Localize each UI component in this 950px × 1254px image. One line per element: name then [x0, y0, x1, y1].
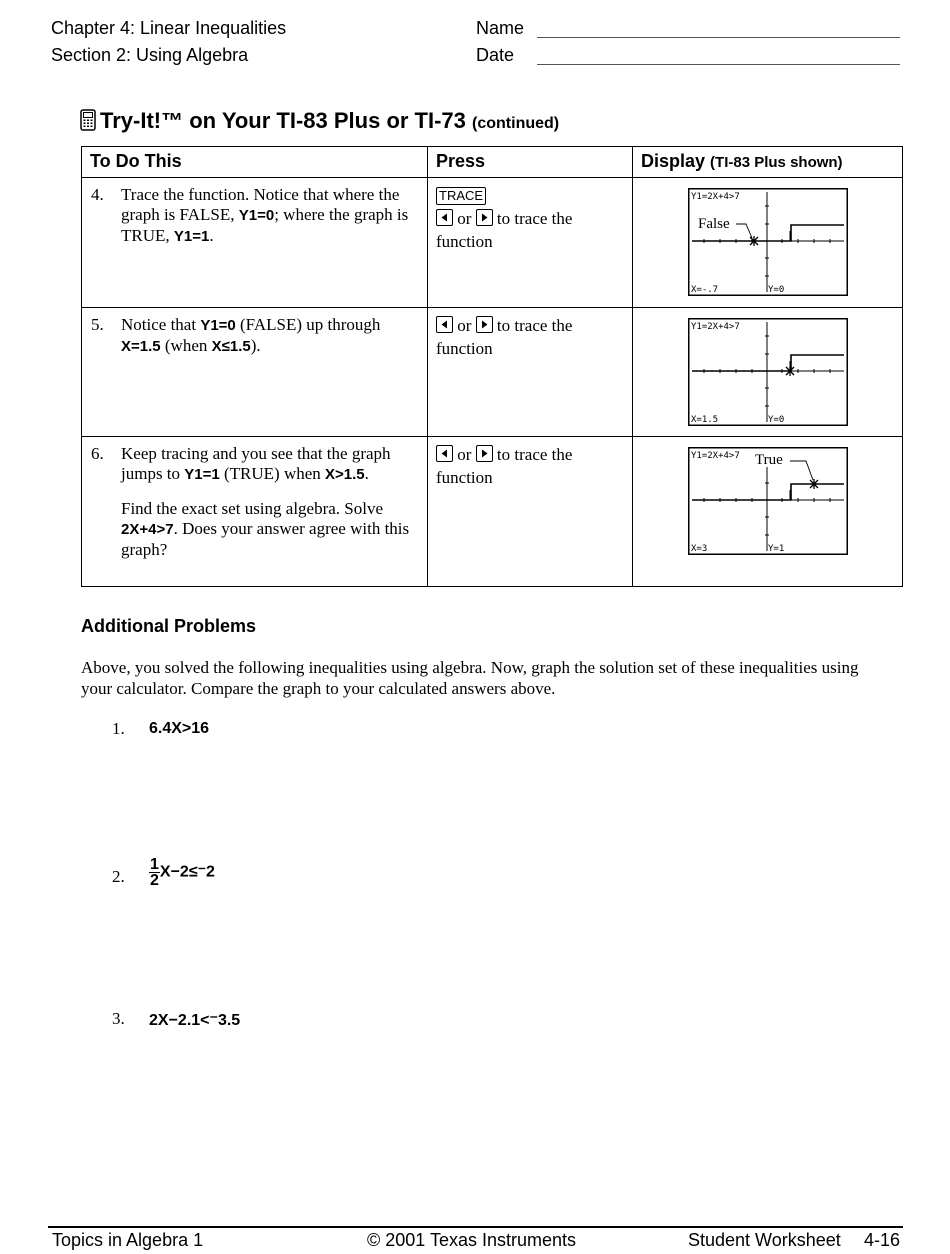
press-text: to trace the function — [436, 445, 573, 487]
trace-key: TRACE — [436, 187, 486, 205]
press-text: to trace the function — [436, 316, 573, 358]
screen-x-value: X=3 — [690, 544, 707, 554]
title-text: Try-It!™ on Your TI-83 Plus or TI-73 — [100, 108, 466, 133]
left-arrow-key-icon — [436, 209, 453, 226]
step-text-bold: 2X+4>7 — [121, 521, 174, 538]
press-cell — [428, 308, 633, 437]
display-cell — [633, 308, 903, 437]
calculator-screen — [688, 318, 848, 426]
expression-rest: X−2≤⁻2 — [159, 863, 215, 881]
step-number: 5. — [91, 315, 104, 334]
date-label: Date — [476, 45, 515, 65]
display-cell — [633, 437, 903, 587]
step-text: (TRUE) when — [219, 464, 326, 483]
screen-top-text: Y1=2X+4>7 — [690, 192, 740, 202]
chapter-heading: Chapter 4: Linear Inequalities — [51, 18, 287, 38]
step-text: Trace the function. Notice that where the graph is FALSE, — [121, 185, 400, 224]
step-text-bold: Y1=0 — [238, 207, 275, 224]
problem-number: 3. — [112, 1009, 125, 1028]
step-text: . — [364, 464, 369, 483]
press-cell — [428, 178, 633, 308]
screen-y-value: Y=0 — [767, 285, 784, 295]
screen-top-text: Y1=2X+4>7 — [690, 322, 740, 332]
footer-rule — [48, 1226, 903, 1228]
press-or: or — [457, 445, 472, 464]
step-number: 4. — [91, 185, 104, 204]
problem-number: 1. — [112, 719, 125, 738]
calculator-screen — [688, 447, 848, 555]
screen-top-text: Y1=2X+4>7 — [690, 451, 740, 461]
display-header-label: Display — [641, 151, 706, 171]
screen-annotation-true: True — [754, 452, 783, 468]
right-arrow-key-icon — [476, 445, 493, 462]
step-text: ). — [250, 336, 261, 355]
date-line[interactable] — [537, 64, 900, 65]
title-suffix: (continued) — [472, 115, 560, 132]
left-arrow-key-icon — [436, 316, 453, 333]
fraction-denominator: 2 — [150, 872, 159, 889]
section-heading: Section 2: Using Algebra — [51, 45, 249, 65]
step-text: ; where the graph is TRUE, — [121, 205, 409, 245]
screen-y-value: Y=1 — [767, 544, 784, 554]
display-header-note: (TI-83 Plus shown) — [710, 154, 843, 171]
step-text: (FALSE) up through — [235, 315, 381, 334]
col-header-todo: To Do This — [82, 147, 428, 178]
calculator-icon — [80, 109, 96, 137]
col-header-press: Press — [428, 147, 633, 178]
fraction — [149, 857, 160, 888]
additional-instructions: Above, you solved the following inequalities using algebra. Now, graph the solution set of these inequalities using your calculator. Compare the graph to your calculated answers above. — [81, 658, 859, 698]
right-arrow-key-icon — [476, 316, 493, 333]
left-arrow-key-icon — [436, 445, 453, 462]
step-text-bold: Y1=1 — [184, 466, 220, 483]
press-text: to trace the function — [436, 209, 573, 251]
step-text: . Does your answer agree with this graph? — [121, 519, 410, 559]
press-or: or — [457, 316, 472, 335]
footer-page-number: 4-16 — [864, 1230, 901, 1250]
step-text-bold: Y1=1 — [173, 228, 210, 245]
additional-problems-heading: Additional Problems — [81, 616, 257, 636]
right-arrow-key-icon — [476, 209, 493, 226]
step-number: 6. — [91, 444, 104, 463]
footer-book-title: Topics in Algebra 1 — [52, 1230, 204, 1250]
step-text: Keep tracing and you see that the graph jumps to — [121, 444, 391, 483]
problem-number: 2. — [112, 867, 125, 886]
footer-copyright: © 2001 Texas Instruments — [367, 1230, 577, 1250]
problem-expression: 6.4X>16 — [149, 720, 210, 737]
table-row — [82, 308, 903, 437]
steps-table — [81, 146, 903, 587]
todo-cell — [82, 437, 428, 587]
fraction-numerator: 1 — [150, 856, 159, 873]
step-text-bold: Y1=0 — [200, 317, 236, 334]
screen-annotation-false: False — [697, 216, 730, 232]
display-cell — [633, 178, 903, 308]
todo-cell — [82, 308, 428, 437]
step-text-bold: X=1.5 — [121, 338, 161, 355]
screen-x-value: X=-.7 — [690, 285, 718, 295]
step-text-bold: X≤1.5 — [211, 338, 251, 355]
step-text: Notice that — [121, 315, 201, 334]
screen-y-value: Y=0 — [767, 415, 784, 425]
step-text: . — [209, 226, 214, 245]
todo-cell — [82, 178, 428, 308]
screen-x-value: X=1.5 — [690, 415, 718, 425]
col-header-display — [633, 147, 903, 178]
table-header-row — [82, 147, 903, 178]
step-text: (when — [160, 336, 212, 355]
calculator-screen — [688, 188, 848, 296]
press-cell — [428, 437, 633, 587]
table-row — [82, 437, 903, 587]
problem-expression — [149, 857, 215, 888]
step-text-bold: X>1.5 — [325, 466, 365, 483]
problem-expression: 2X−2.1<⁻3.5 — [149, 1012, 241, 1029]
step-text: Find the exact set using algebra. Solve — [121, 499, 384, 518]
name-label: Name — [476, 18, 525, 38]
table-row — [82, 178, 903, 308]
footer-worksheet-label: Student Worksheet — [688, 1230, 841, 1250]
page-title — [80, 108, 559, 137]
name-line[interactable] — [537, 37, 900, 38]
press-or: or — [457, 209, 472, 228]
